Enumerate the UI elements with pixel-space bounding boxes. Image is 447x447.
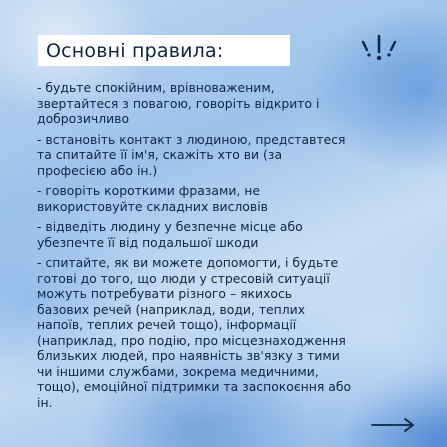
list-item: - відведіть людину у безпечне місце або убезпечте її від подальшої шкоди — [37, 219, 303, 250]
list-item: - говоріть короткими фразами, не використовуйте складних висловів — [37, 183, 268, 214]
rules-list — [37, 80, 402, 415]
arrow-right-icon[interactable] — [370, 417, 416, 433]
list-item: - встановіть контакт з людиною, представтеся та спитайте її ім'я, скажіть хто ви (за професією або ін.) — [37, 131, 346, 178]
exclamation-marks-icon — [355, 30, 405, 64]
page-title: Основні правила: — [46, 39, 224, 62]
list-item: - будьте спокійним, врівноваженим, звертайтеся з повагою, говоріть відкрито і доброзичливо — [37, 80, 320, 126]
title-box — [38, 35, 290, 66]
list-item: - спитайте, як ви можете допомогти, і будьте готові до того, що люди у стресовій ситуації можуть потребувати різного – якихось базових речей (наприклад, води, теплих напоїв, теплих речей тощо), інформації (наприклад, про подію, про місцезнаходження близьких людей, про наявність зв'язку з тими чи іншими службами, зокрема медичними, тощо), емоційної підтримки та заспокоєння або ін. — [37, 255, 352, 410]
